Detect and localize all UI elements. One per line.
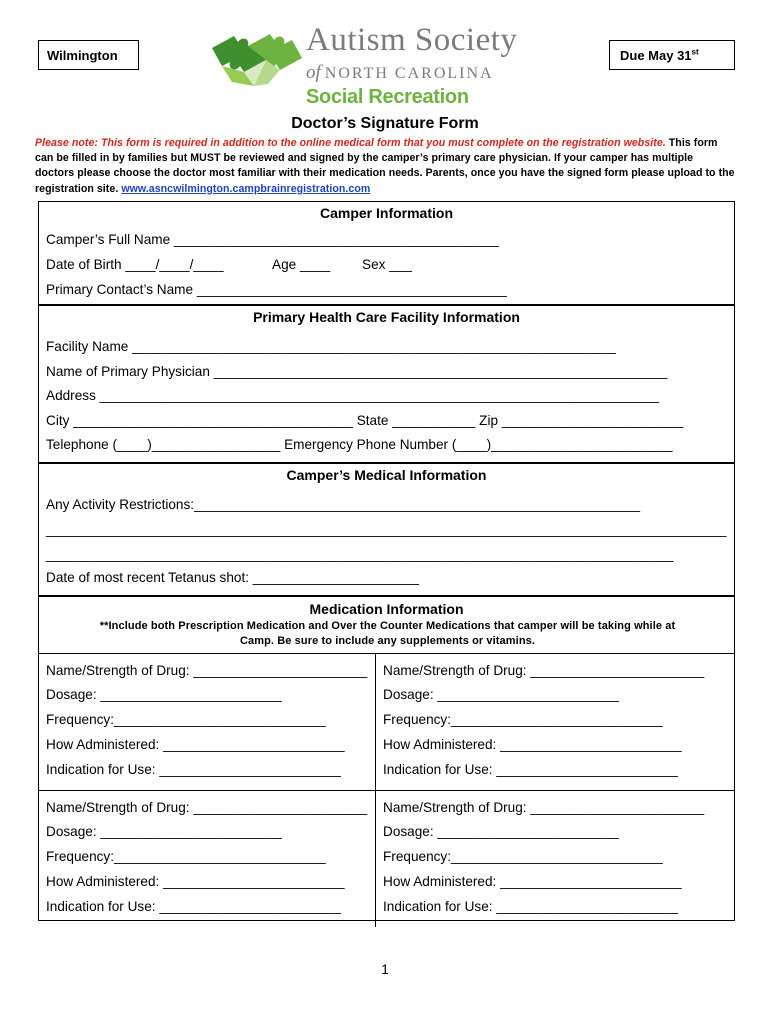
location-label: Wilmington bbox=[47, 48, 118, 63]
drug-name-field[interactable]: Name/Strength of Drug: _______________________ bbox=[383, 663, 705, 678]
frequency-field[interactable]: Frequency:____________________________ bbox=[383, 849, 663, 864]
due-date-label: Due May 31 bbox=[620, 48, 692, 63]
form-title: Doctor’s Signature Form bbox=[291, 115, 479, 132]
page-number: 1 bbox=[381, 961, 389, 977]
section-title: Camper’s Medical Information bbox=[286, 467, 487, 483]
autism-society-logo bbox=[208, 18, 548, 110]
due-date-box bbox=[609, 40, 735, 70]
facility-name-field[interactable]: Facility Name ________________________________________________________________ bbox=[46, 339, 616, 354]
sex-field[interactable]: Sex ___ bbox=[362, 257, 412, 272]
primary-contact-field[interactable]: Primary Contact’s Name _________________________________________ bbox=[46, 282, 507, 297]
medication-entry-2 bbox=[376, 654, 734, 790]
facility-information-section bbox=[38, 305, 735, 463]
address-field[interactable]: Address __________________________________________________________________________ bbox=[46, 388, 660, 403]
indication-field[interactable]: Indication for Use: ________________________ bbox=[383, 762, 678, 777]
camper-information-section bbox=[38, 201, 735, 305]
medication-instructions bbox=[39, 619, 736, 648]
restrictions-line-3[interactable]: ___________________________________________________________________________________ bbox=[46, 547, 674, 562]
medication-row-1 bbox=[39, 654, 734, 790]
drug-name-field[interactable]: Name/Strength of Drug: _______________________ bbox=[46, 800, 368, 815]
logo-program: Social Recreation bbox=[306, 86, 469, 108]
telephone-field[interactable]: Telephone (____)_________________ Emergency Phone Number (____)________________________ bbox=[46, 437, 673, 452]
indication-field[interactable]: Indication for Use: ________________________ bbox=[383, 899, 678, 914]
note-instructions: This form can be filled in by families but MUST be reviewed and signed by the camper’s primary care physician. If your camper has multiple doctors please choose the doctor most familiar with their medication needs. Parents, once you have the signed form please upload to the registration site. bbox=[35, 137, 735, 195]
activity-restrictions-field[interactable]: Any Activity Restrictions:___________________________________________________________ bbox=[46, 497, 641, 512]
dosage-field[interactable]: Dosage: ________________________ bbox=[46, 824, 282, 839]
drug-name-field[interactable]: Name/Strength of Drug: _______________________ bbox=[383, 800, 705, 815]
restrictions-line-2[interactable]: __________________________________________________________________________________________ bbox=[46, 522, 727, 537]
medication-entry-3 bbox=[39, 791, 376, 927]
due-date-suffix: st bbox=[691, 47, 699, 57]
administration-field[interactable]: How Administered: ________________________ bbox=[46, 737, 345, 752]
medical-information-section bbox=[38, 463, 735, 596]
dosage-field[interactable]: Dosage: ________________________ bbox=[383, 687, 619, 702]
medication-row-2 bbox=[39, 790, 734, 926]
city-state-zip-field[interactable]: City _____________________________________ State ___________ Zip ________________________ bbox=[46, 413, 684, 428]
logo-subtitle bbox=[306, 62, 494, 84]
frequency-field[interactable]: Frequency:____________________________ bbox=[46, 849, 326, 864]
medication-instructions-line-1: **Include both Prescription Medication and Over the Counter Medications that camper will be taking while at bbox=[99, 620, 676, 632]
tetanus-date-field[interactable]: Date of most recent Tetanus shot: ______________________ bbox=[46, 570, 420, 585]
frequency-field[interactable]: Frequency:____________________________ bbox=[46, 712, 326, 727]
puzzle-logo-icon bbox=[208, 22, 304, 90]
dosage-field[interactable]: Dosage: ________________________ bbox=[46, 687, 282, 702]
medication-instructions-line-2: Camp. Be sure to include any supplements or vitamins. bbox=[239, 634, 536, 647]
location-box bbox=[38, 40, 139, 70]
administration-field[interactable]: How Administered: ________________________ bbox=[383, 874, 682, 889]
dosage-field[interactable]: Dosage: ________________________ bbox=[383, 824, 619, 839]
medication-entry-1 bbox=[39, 654, 376, 790]
logo-subtitle-of: of bbox=[306, 62, 321, 83]
administration-field[interactable]: How Administered: ________________________ bbox=[46, 874, 345, 889]
frequency-field[interactable]: Frequency:____________________________ bbox=[383, 712, 663, 727]
age-field[interactable]: Age ____ bbox=[272, 257, 331, 272]
section-title: Primary Health Care Facility Information bbox=[253, 309, 520, 325]
medication-grid bbox=[39, 653, 734, 926]
logo-title: Autism Society bbox=[306, 22, 518, 58]
logo-subtitle-state: NORTH CAROLINA bbox=[324, 65, 494, 82]
camper-full-name-field[interactable]: Camper’s Full Name ___________________________________________ bbox=[46, 232, 500, 247]
medication-information-section bbox=[38, 596, 735, 921]
medication-entry-4 bbox=[376, 791, 734, 927]
administration-field[interactable]: How Administered: ________________________ bbox=[383, 737, 682, 752]
registration-link[interactable]: www.asncwilmington.campbrainregistration.com bbox=[121, 182, 371, 195]
section-title: Camper Information bbox=[319, 205, 453, 221]
date-of-birth-field[interactable]: Date of Birth ____/____/____ bbox=[46, 257, 224, 272]
indication-field[interactable]: Indication for Use: ________________________ bbox=[46, 899, 341, 914]
drug-name-field[interactable]: Name/Strength of Drug: _______________________ bbox=[46, 663, 368, 678]
section-title: Medication Information bbox=[309, 601, 464, 617]
form-note bbox=[35, 136, 735, 197]
note-required: Please note: This form is required in addition to the online medical form that you must complete on the registration website. bbox=[35, 137, 666, 149]
indication-field[interactable]: Indication for Use: ________________________ bbox=[46, 762, 341, 777]
primary-physician-field[interactable]: Name of Primary Physician ____________________________________________________________ bbox=[46, 364, 668, 379]
